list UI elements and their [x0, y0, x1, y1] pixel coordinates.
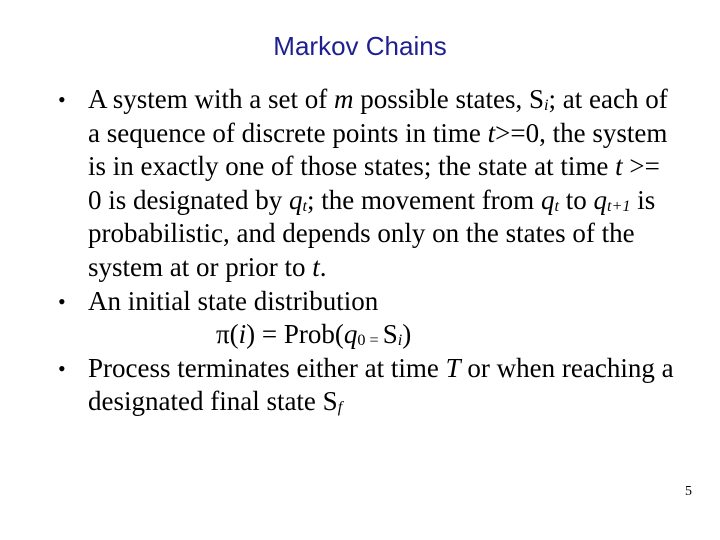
bullet-glyph: • [58, 355, 66, 381]
bullet-item-initial-distribution: • An initial state distribution $\pi(i) = Prob(q_{0 =}$ $S_i$) [58, 285, 678, 352]
bullet-glyph: • [58, 288, 66, 314]
bullet-glyph: • [58, 87, 66, 112]
formula-line: $\pi(i) = Prob(q_{0 =}$ $S_i$) [216, 319, 412, 350]
bullet-list [58, 83, 678, 419]
bullet-item-termination: • Process terminates either at time T or when reaching a designated final state $S_f$ [58, 352, 674, 417]
page-number: 5 [685, 484, 692, 499]
bullet-item-system: • A system with a set of m possible states, $S_i$; at each of a sequence of discrete points in time t>=0, the system is in exactly one of those states; the state at time t >= 0 is designated by $q_t$; the movement from $q_t$ to $q_{t+1}$ is probabilistic, and depends only on the states of the system at or prior to t. [58, 84, 668, 282]
slide-title: Markov Chains [273, 31, 447, 61]
